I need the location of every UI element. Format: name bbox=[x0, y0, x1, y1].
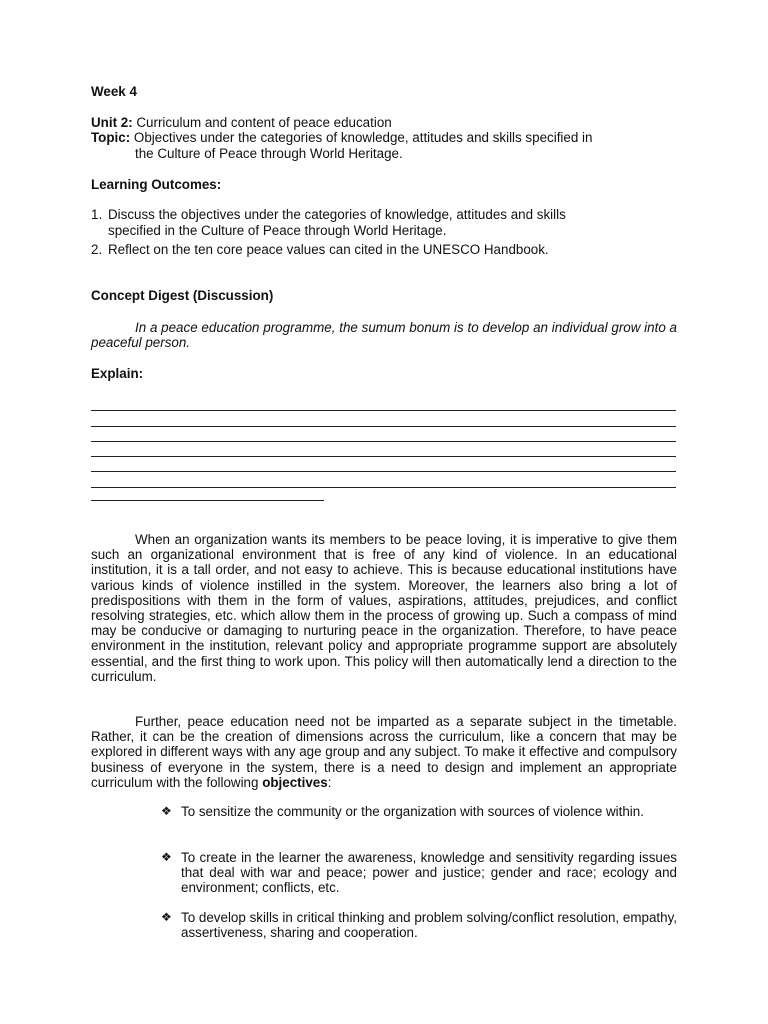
diamond-bullet-icon: ❖ bbox=[161, 804, 172, 818]
objective-text: To develop skills in critical thinking and problem solving/conflict resolution, empathy, assertiveness, sharing and cooperation. bbox=[181, 910, 677, 941]
answer-line[interactable] bbox=[91, 456, 676, 457]
diamond-bullet-icon: ❖ bbox=[161, 850, 172, 864]
answer-line[interactable] bbox=[91, 441, 676, 442]
topic-line bbox=[91, 130, 677, 145]
topic-text-line1: Objectives under the categories of knowledge, attitudes and skills specified in bbox=[133, 130, 593, 145]
paragraph-curriculum-tail: : bbox=[327, 774, 332, 790]
diamond-bullet-icon: ❖ bbox=[161, 910, 172, 924]
unit-label: Unit 2: bbox=[91, 115, 133, 130]
objectives-keyword: objectives bbox=[262, 774, 328, 790]
answer-line[interactable] bbox=[91, 410, 676, 411]
concept-quote: In a peace education programme, the sumum bonum is to develop an individual grow into a peaceful person. bbox=[91, 320, 677, 351]
objective-text: To create in the learner the awareness, knowledge and sensitivity regarding issues that deal with war and peace; power and justice; gender and race; ecology and environment; conflicts, etc. bbox=[181, 850, 677, 896]
concept-digest-heading: Concept Digest (Discussion) bbox=[91, 288, 274, 303]
unit-line bbox=[91, 115, 677, 130]
outcome-2-number: 2. bbox=[91, 242, 103, 257]
answer-line[interactable] bbox=[91, 471, 676, 472]
topic-text-line2: the Culture of Peace through World Heritage. bbox=[135, 146, 403, 161]
paragraph-curriculum-text: Further, peace education need not be imparted as a separate subject in the timetable. Rather, it can be the creation of dimensions across the curriculum, like a concern that may be explored in different ways with any age group and any subject. To make it effective and compulsory business of everyone in the system, there is a need to design and implement an appropriate curriculum with the following bbox=[91, 714, 677, 790]
outcome-1-number: 1. bbox=[91, 207, 103, 222]
paragraph-curriculum bbox=[91, 714, 677, 790]
outcome-2-line1: Reflect on the ten core peace values can cited in the UNESCO Handbook. bbox=[108, 242, 549, 257]
answer-line[interactable] bbox=[91, 487, 676, 488]
answer-line[interactable] bbox=[91, 500, 324, 501]
outcome-1-line2: specified in the Culture of Peace through World Heritage. bbox=[108, 223, 447, 238]
explain-heading: Explain: bbox=[91, 366, 144, 381]
topic-label: Topic: bbox=[91, 130, 131, 145]
answer-line[interactable] bbox=[91, 426, 676, 427]
learning-outcomes-heading: Learning Outcomes: bbox=[91, 177, 222, 192]
outcome-1-line1: Discuss the objectives under the categories of knowledge, attitudes and skills bbox=[108, 207, 566, 222]
paragraph-organization: When an organization wants its members to be peace loving, it is imperative to give them such an organizational environment that is free of any kind of violence. In an educational institution, it is a tall order, and not easy to achieve. This is because educational institutions have various kinds of violence instilled in the system. Moreover, the learners also bring a lot of predispositions with them in the form of values, aspirations, attitudes, prejudices, and conflict resolving strategies, etc. which allow them in the process of growing up. Such a compass of mind may be conducive or damaging to nurturing peace in the organization. Therefore, to have peace environment in the institution, relevant policy and appropriate programme support are absolutely essential, and the first thing to work upon. This policy will then automatically lend a direction to the curriculum. bbox=[91, 532, 677, 684]
unit-text: Curriculum and content of peace education bbox=[136, 115, 392, 130]
objective-text: To sensitize the community or the organization with sources of violence within. bbox=[181, 804, 644, 819]
week-heading: Week 4 bbox=[91, 84, 137, 99]
